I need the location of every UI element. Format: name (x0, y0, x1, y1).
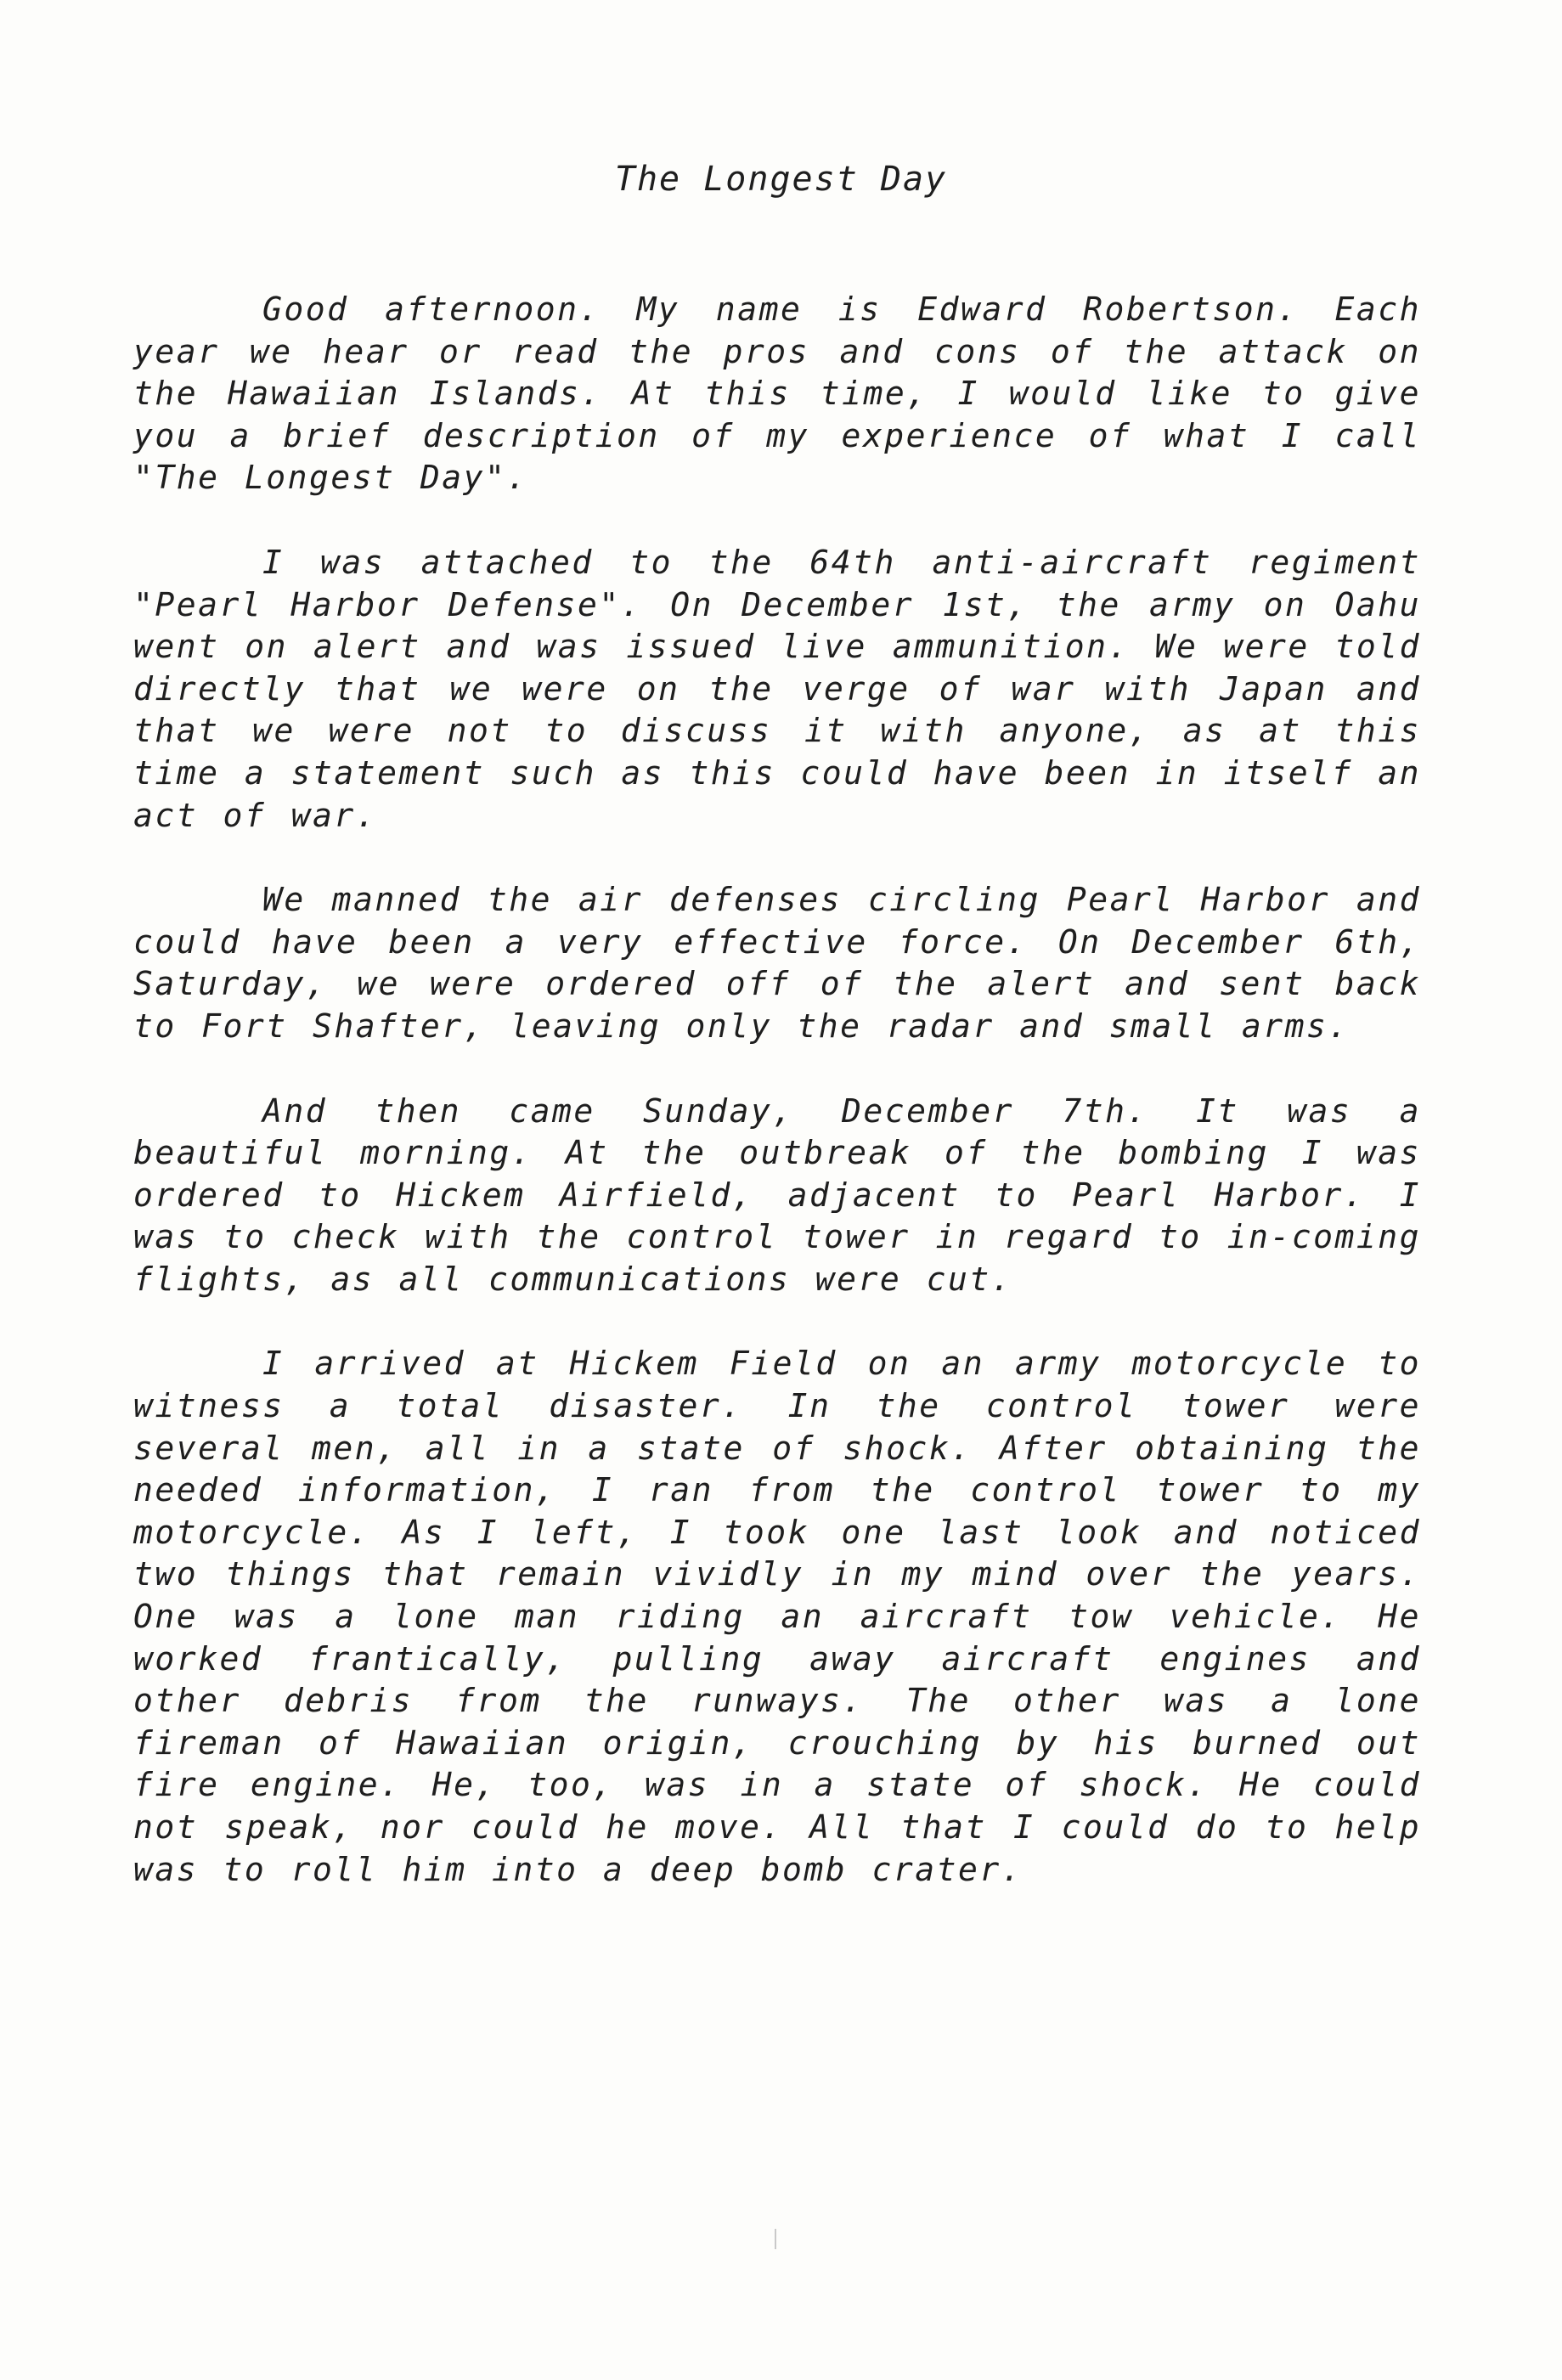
document-body (133, 289, 1421, 1933)
paragraph-hickem-field: I arrived at Hickem Field on an army motorcycle to witness a total disaster. In the control tower were several men, all in a state of shock. After obtaining the needed information, I ran from the control tower to my motorcycle. As I left, I took one last look and noticed two things that remain vividly in my mind over the years. One was a lone man riding an aircraft tow vehicle. He worked frantically, pulling away aircraft engines and other debris from the runways. The other was a lone fireman of Hawaiian origin, crouching by his burned out fire engine. He, too, was in a state of shock. He could not speak, nor could he move. All that I could do to help was to roll him into a deep bomb crater. (133, 1345, 1421, 1888)
paragraph-introduction: Good afternoon. My name is Edward Robertson. Each year we hear or read the pros and cons of the attack on the Hawaiian Islands. At this time, I would like to give you a brief description of my experience of what I call "The Longest Day". (133, 290, 1421, 497)
document-title: The Longest Day (614, 160, 948, 199)
paper-mark (775, 2229, 776, 2249)
paragraph-air-defenses: We manned the air defenses circling Pearl Harbor and could have been a very effective force. On December 6th, Saturday, we were ordered off of the alert and sent back to Fort Shafter, leaving only the radar and small arms. (133, 881, 1421, 1045)
paragraph-sunday: And then came Sunday, December 7th. It was a beautiful morning. At the outbreak of the bombing I was ordered to Hickem Airfield, adjacent to Pearl Harbor. I was to check with the control tower in regard to in-coming flights, as all communications were cut. (133, 1091, 1421, 1298)
paragraph-regiment: I was attached to the 64th anti-aircraft regiment "Pearl Harbor Defense". On December 1st, the army on Oahu went on alert and was issued live ammunition. We were told directly that we were on the verge of war with Japan and that we were not to discuss it with anyone, as at this time a statement such as this could have been in itself an act of war. (133, 543, 1421, 834)
